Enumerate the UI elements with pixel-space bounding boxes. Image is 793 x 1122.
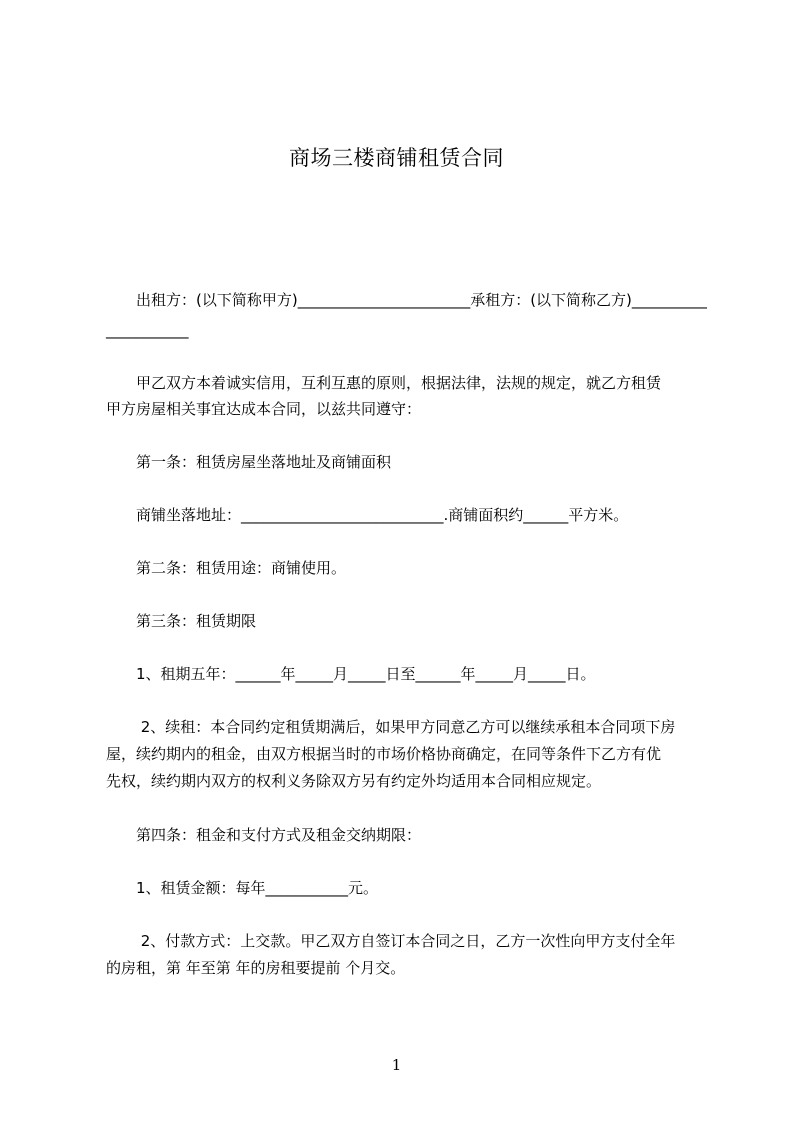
document-title: 商场三楼商铺租赁合同 <box>289 146 504 170</box>
preamble-line-1: 甲乙双方本着诚实信用，互利互惠的原则，根据法律，法规的规定，就乙方租赁 <box>106 374 662 392</box>
article-3-heading: 第三条：租赁期限 <box>106 612 257 630</box>
lease-term-line: 1、租期五年：______年_____月_____日至______年_____月_____日。 <box>106 665 596 683</box>
article-1-heading: 第一条：租赁房屋坐落地址及商铺面积 <box>106 453 392 471</box>
renewal-line-2: 屋，续约期内的租金，由双方根据当时的市场价格协商确定，在同等条件下乙方有优 <box>106 745 662 763</box>
renewal-line-3: 先权，续约期内双方的权利义务除双方另有约定外均适用本合同相应规定。 <box>106 772 602 790</box>
renewal-line-1: 2、续租：本合同约定租赁期满后，如果甲方同意乙方可以继续承租本合同项下房 <box>106 718 676 736</box>
page-number: 1 <box>391 1056 402 1074</box>
article-2-heading: 第二条：租赁用途：商铺使用。 <box>106 559 347 577</box>
party-line-continued: ___________ <box>106 321 189 339</box>
rent-amount-line: 1、租赁金额：每年___________元。 <box>106 879 379 897</box>
payment-line-1: 2、付款方式：上交款。甲乙双方自签订本合同之日，乙方一次性向甲方支付全年 <box>106 932 676 950</box>
shop-address-line: 商铺坐落地址：___________________________.商铺面积约______平方米。 <box>106 506 629 524</box>
preamble-line-2: 甲方房屋相关事宜达成本合同，以兹共同遵守： <box>106 400 422 418</box>
payment-line-2: 的房租，第 年至第 年的房租要提前 个月交。 <box>106 959 406 977</box>
article-4-heading: 第四条：租金和支付方式及租金交纳期限： <box>106 826 422 844</box>
party-line: 出租方：(以下简称甲方)_______________________承租方：(以下简称乙方)__________ <box>106 291 707 309</box>
